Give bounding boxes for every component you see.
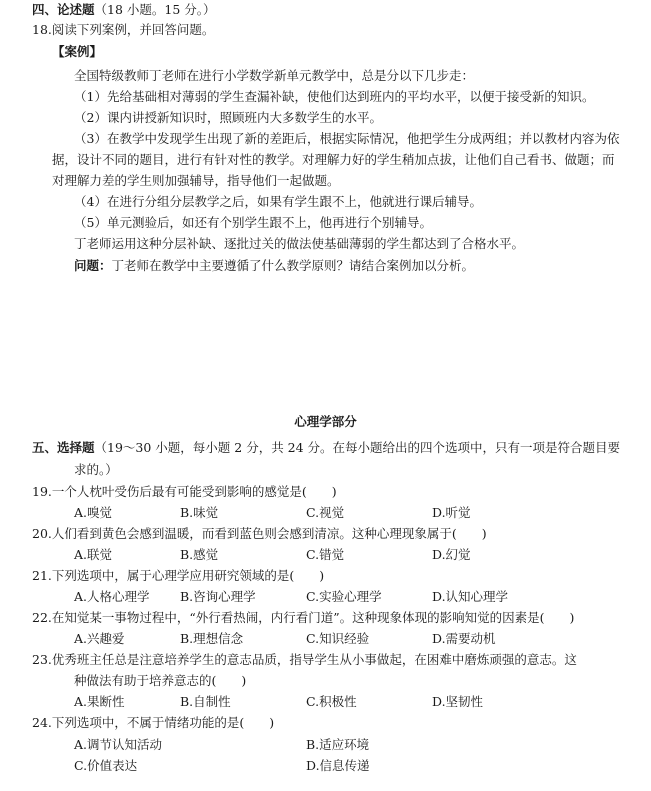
question-stem: 21.下列选项中，属于心理学应用研究领域的是( )	[32, 568, 325, 583]
question-stem: 22.在知觉某一事物过程中，“外行看热闹，内行看门道”。这种现象体现的影响知觉的因素是( )	[32, 610, 575, 625]
option-b: B.自制性	[180, 694, 231, 709]
case-line: （4）在进行分组分层教学之后，如果有学生跟不上，他就进行课后辅导。	[74, 194, 482, 209]
option-b: B.味觉	[180, 505, 219, 520]
option-c: C.知识经验	[306, 631, 370, 646]
question-stem: 19.一个人枕叶受伤后最有可能受到影响的感觉是( )	[32, 484, 337, 499]
case-line: 据，设计不同的题目，进行有针对性的教学。对理解力好的学生稍加点拔，让他们自己看书、做题；而	[52, 152, 615, 167]
question-label: 问题：	[74, 258, 112, 273]
question-text: 丁老师在教学中主要遵循了什么教学原则？请结合案例加以分析。	[111, 258, 475, 273]
option-c: C.积极性	[306, 694, 357, 709]
question-stem: 20.人们看到黄色会感到温暖，而看到蓝色则会感到清凉。这种心理现象属于( )	[32, 526, 487, 541]
option-d: D.需要动机	[432, 631, 496, 646]
section5-heading: 五、选择题	[32, 440, 95, 455]
option-b: B.理想信念	[180, 631, 244, 646]
case-line: （5）单元测验后，如还有个别学生跟不上，他再进行个别辅导。	[74, 215, 432, 230]
case-line: 丁老师运用这种分层补缺、逐批过关的做法使基础薄弱的学生都达到了合格水平。	[74, 236, 525, 251]
option-c: C.错觉	[306, 547, 345, 562]
option-a: A.兴趣爱	[74, 631, 125, 646]
option-a: A.人格心理学	[74, 589, 150, 604]
option-b: B.咨询心理学	[180, 589, 256, 604]
section5-heading-note: （19～30 小题，每小题 2 分，共 24 分。在每小题给出的四个选项中，只有一项是符合题目要	[94, 440, 621, 455]
option-a: A.果断性	[74, 694, 125, 709]
option-a: A.嗅觉	[74, 505, 113, 520]
case-line: 全国特级教师丁老师在进行小学数学新单元教学中，总是分以下几步走：	[74, 68, 475, 83]
section4-heading: 四、论述题	[32, 2, 95, 17]
q18-stem: 18.阅读下列案例，并回答问题。	[32, 22, 215, 37]
psych-section-title: 心理学部分	[294, 414, 357, 429]
option-d: D.坚韧性	[432, 694, 484, 709]
section5-heading-note-cont: 求的。）	[74, 462, 118, 477]
q18-question-row	[74, 258, 474, 274]
option-c: C.价值表达	[74, 758, 138, 773]
option-d: D.认知心理学	[432, 589, 509, 604]
option-d: D.信息传递	[306, 758, 370, 773]
option-d: D.幻觉	[432, 547, 471, 562]
option-b: B.感觉	[180, 547, 219, 562]
case-line: 对理解力差的学生则加强辅导，指导他们一起做题。	[52, 173, 340, 188]
case-line: （3）在教学中发现学生出现了新的差距后，根据实际情况，他把学生分成两组；并以教材内容为依	[74, 131, 620, 146]
option-a: A.调节认知活动	[74, 737, 163, 752]
section4-heading-note: （18 小题。15 分。）	[94, 2, 216, 17]
question-stem-cont: 种做法有助于培养意志的( )	[74, 673, 247, 688]
case-line: （1）先给基础相对薄弱的学生查漏补缺，使他们达到班内的平均水平，以便于接受新的知识。	[74, 89, 595, 104]
case-line: （2）课内讲授新知识时，照顾班内大多数学生的水平。	[74, 110, 382, 125]
question-stem: 23.优秀班主任总是注意培养学生的意志品质，指导学生从小事做起，在困难中磨炼顽强的意志。这	[32, 652, 577, 667]
option-b: B.适应环境	[306, 737, 370, 752]
question-stem: 24.下列选项中，不属于情绪功能的是( )	[32, 715, 275, 730]
section5-heading-row	[32, 440, 620, 456]
case-label: 【案例】	[52, 44, 103, 59]
option-c: C.视觉	[306, 505, 345, 520]
option-c: C.实验心理学	[306, 589, 382, 604]
option-d: D.听觉	[432, 505, 471, 520]
option-a: A.联觉	[74, 547, 113, 562]
section4-heading-row	[32, 2, 216, 18]
